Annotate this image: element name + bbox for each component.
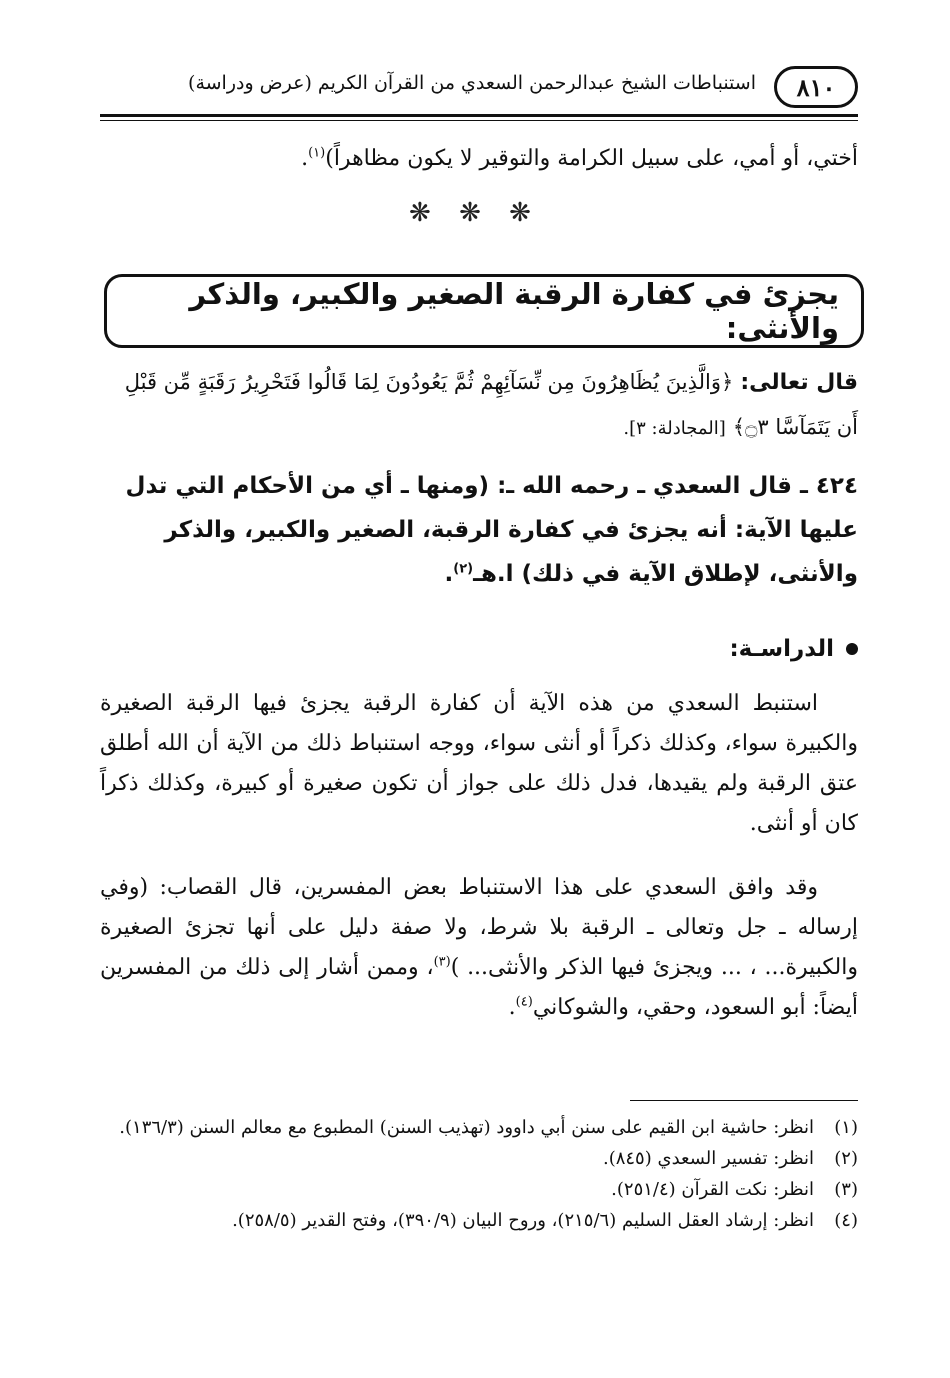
running-title: استنباطات الشيخ عبدالرحمن السعدي من القرآن الكريم (عرض ودراسة) xyxy=(188,72,756,94)
footnote-ref-1: (١) xyxy=(308,145,326,161)
verse-block xyxy=(100,360,858,451)
study-label xyxy=(100,636,858,662)
paragraph-text xyxy=(100,868,858,1028)
quote-text: ٤٢٤ ـ قال السعدي ـ رحمه الله ـ: (ومنها ـ أي من الأحكام التي تدل عليها الآية: أنه يجزئ في كفارة الرقبة، الصغير والكبير، والذكر والأنثى، لإطلاق الآية في ذلك) ا.هـ xyxy=(125,473,858,587)
footnote xyxy=(100,1143,858,1174)
continued-line: أختي، أو أمي، على سبيل الكرامة والتوقير لا يكون مظاهراً) xyxy=(325,146,858,171)
section-heading-text: يجزئ في كفارة الرقبة الصغير والكبير، والذكر والأنثى: xyxy=(189,277,839,345)
paragraph-part-a: وقد وافق السعدي على هذا الاستنباط بعض المفسرين، قال القصاب: (وفي إرساله ـ جل وتعالى ـ الرقبة بلا شرط، ولا صفة دليل على أنها تجزئ الصغيرة والكبيرة... ، ... ويجزئ فيها الذكر والأنثى... ) xyxy=(100,875,858,980)
bullet-icon xyxy=(846,643,858,655)
footnote-text: انظر: إرشاد العقل السليم (٢١٥/٦)، وروح البيان (٣٩٠/٩)، وفتح القدير (٢٥٨/٥). xyxy=(232,1210,814,1231)
footnote-number: (٢) xyxy=(834,1148,858,1169)
verse-text: ﴿وَالَّذِينَ يُظَاهِرُونَ مِن نِّسَآئِهِمْ ثُمَّ يَعُودُونَ لِمَا قَالُوا فَتَحْرِيرُ رَقَبَةٍ مِّن قَبْلِ أَن يَتَمَآسَّا ۝٣﴾ xyxy=(124,370,858,439)
footnote-ref-2: (٢) xyxy=(453,561,474,577)
saadi-quote: ٤٢٤ ـ قال السعدي ـ رحمه الله ـ: (ومنها ـ أي من الأحكام التي تدل عليها الآية: أنه يجزئ في كفارة الرقبة، الصغير والكبير، والذكر والأنثى، لإطلاق الآية في ذلك) ا.هـ$^{(٢)}$. xyxy=(125,473,858,587)
study-label-text: الدراسـة: xyxy=(729,636,834,662)
page-header xyxy=(100,62,858,122)
footnote-number: (٤) xyxy=(834,1210,858,1231)
section-heading xyxy=(104,274,864,348)
study-paragraph-2 xyxy=(100,868,858,1028)
section-separator: ❋ ❋ ❋ xyxy=(409,198,541,228)
footnote-ref-4: (٤) xyxy=(515,994,533,1010)
header-rule-thick xyxy=(100,114,858,117)
footnote-ref-3: (٣) xyxy=(433,954,451,970)
footnote-number: (١) xyxy=(834,1117,858,1138)
footnote xyxy=(100,1205,858,1236)
verse-reference: [المجادلة: ٣]. xyxy=(623,418,726,439)
verse-intro: قال تعالى: xyxy=(740,370,858,395)
footnote xyxy=(100,1174,858,1205)
footnote-text: انظر: حاشية ابن القيم على سنن أبي داوود (تهذيب السنن) المطبوع مع معالم السنن (١٣٦/٣). xyxy=(119,1117,814,1138)
paragraph-part-b: ، وممن أشار إلى ذلك من المفسرين أيضاً: أبو السعود، وحقي، والشوكاني xyxy=(100,955,858,1020)
footnotes xyxy=(100,1112,858,1236)
footnote-text: انظر: تفسير السعدي (٨٤٥). xyxy=(602,1148,814,1169)
footnote-text: انظر: نكت القرآن (٢٥١/٤). xyxy=(611,1179,814,1200)
paragraph-text: استنبط السعدي من هذه الآية أن كفارة الرقبة يجزئ فيها الرقبة الصغيرة والكبيرة سواء، وكذلك ذكراً أو أنثى سواء، ووجه استنباط ذلك من الآية أن الله أطلق عتق الرقبة ولم يقيدها، فدل ذلك على جواز أن تكون صغيرة أو كبيرة، وكذلك ذكراً كان أو أنثى. xyxy=(100,691,858,836)
study-paragraph-1 xyxy=(100,684,858,844)
paragraph-end: . xyxy=(508,995,516,1020)
footnote xyxy=(100,1112,858,1143)
page-number: ٨١٠ xyxy=(774,66,858,108)
footnote-number: (٣) xyxy=(834,1179,858,1200)
continued-text: أختي، أو أمي، على سبيل الكرامة والتوقير لا يكون مظاهراً)$^{(١)}$. xyxy=(301,145,858,171)
footnote-separator xyxy=(630,1100,858,1101)
header-rule-thin xyxy=(100,120,858,121)
